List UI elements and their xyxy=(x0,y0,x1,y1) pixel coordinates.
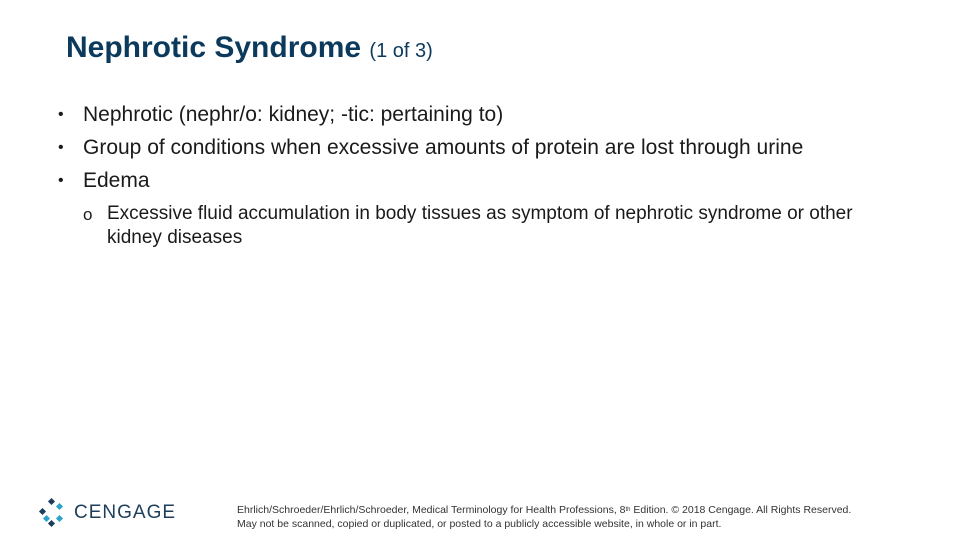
footer-line-1-prefix: Ehrlich/Schroeder/Ehrlich/Schroeder, Medical Terminology for Health Professions, 8 xyxy=(237,504,626,516)
copyright-footer xyxy=(237,503,952,531)
cengage-logo xyxy=(36,497,176,529)
slide-title-sub: (1 of 3) xyxy=(369,40,433,62)
bullet-dot: • xyxy=(58,172,64,189)
footer-line-1-sup: th xyxy=(625,507,631,513)
sub-bullet-list xyxy=(83,202,918,250)
cengage-logo-text: CENGAGE xyxy=(74,502,177,523)
bullet-dot: • xyxy=(58,139,64,156)
bullet-text: Edema xyxy=(83,169,150,192)
bullet-dot: • xyxy=(58,106,64,123)
sub-bullet-text: Excessive fluid accumulation in body tissues as symptom of nephrotic syndrome or other kidney diseases xyxy=(107,203,853,248)
bullet-item xyxy=(58,102,918,128)
slide-title xyxy=(66,28,433,71)
bullet-text: Group of conditions when excessive amounts of protein are lost through urine xyxy=(83,136,804,159)
bullet-item xyxy=(58,135,918,161)
slide-title-main: Nephrotic Syndrome xyxy=(66,31,362,64)
sub-bullet-item xyxy=(83,202,897,250)
footer-line-1-suffix: Edition. © 2018 Cengage. All Rights Reserved. xyxy=(630,504,852,516)
bullet-item xyxy=(58,168,918,250)
footer-line-1 xyxy=(237,503,952,517)
bullet-text: Nephrotic (nephr/o: kidney; -tic: pertaining to) xyxy=(83,103,504,126)
sub-bullet-marker: o xyxy=(83,205,93,224)
cengage-logo-icon xyxy=(36,497,66,529)
bullet-list xyxy=(58,102,918,257)
footer-line-2: May not be scanned, copied or duplicated, or posted to a publicly accessible website, in whole or in part. xyxy=(237,518,722,530)
